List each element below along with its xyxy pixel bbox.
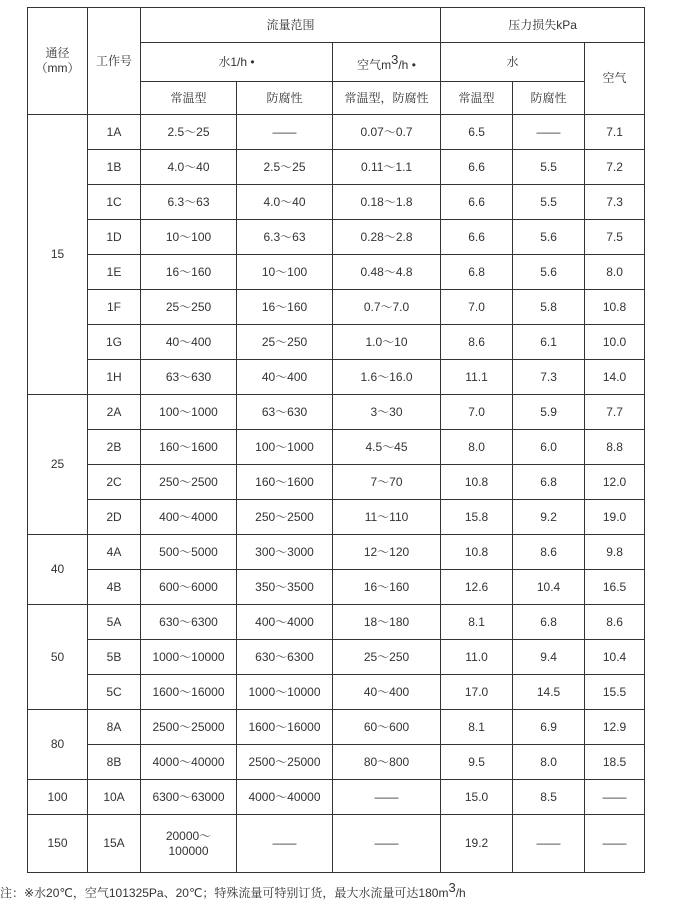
- work-no-cell: 8A: [88, 710, 141, 745]
- work-no-cell: 1H: [88, 360, 141, 395]
- air-flow-cell: 25～250: [333, 640, 441, 675]
- pl-water-anti-cell: 5.6: [513, 220, 585, 255]
- table-row: [28, 150, 645, 185]
- water-normal-cell: 1600～16000: [141, 675, 237, 710]
- table-row: [28, 535, 645, 570]
- pl-water-normal-cell: 8.1: [441, 605, 513, 640]
- water-anti-cell: 2.5～25: [237, 150, 333, 185]
- header-diameter-label: 通径: [45, 46, 70, 60]
- work-no-cell: 2A: [88, 395, 141, 430]
- pl-water-normal-cell: 15.0: [441, 780, 513, 815]
- water-anti-cell: 6.3～63: [237, 220, 333, 255]
- water-anti-cell: 4.0～40: [237, 185, 333, 220]
- pl-water-normal-cell: 12.6: [441, 570, 513, 605]
- pl-water-anti-cell: 9.2: [513, 500, 585, 535]
- pl-water-normal-cell: 7.0: [441, 290, 513, 325]
- header-pl-normal-temp: 常温型: [441, 82, 513, 115]
- water-anti-cell: 25～250: [237, 325, 333, 360]
- water-normal-cell: 600～6000: [141, 570, 237, 605]
- water-normal-cell: 1000～10000: [141, 640, 237, 675]
- pl-water-anti-cell: 7.3: [513, 360, 585, 395]
- pl-air-cell: 8.0: [585, 255, 645, 290]
- pl-water-anti-cell: 6.1: [513, 325, 585, 360]
- work-no-cell: 1G: [88, 325, 141, 360]
- water-normal-cell: 16～160: [141, 255, 237, 290]
- pl-air-cell: ——: [585, 815, 645, 873]
- pl-water-anti-cell: 5.6: [513, 255, 585, 290]
- pl-water-normal-cell: 6.5: [441, 115, 513, 150]
- water-normal-cell: 160～1600: [141, 430, 237, 465]
- pl-air-cell: 15.5: [585, 675, 645, 710]
- water-anti-cell: 250～2500: [237, 500, 333, 535]
- pl-water-normal-cell: 10.8: [441, 465, 513, 500]
- work-no-cell: 10A: [88, 780, 141, 815]
- work-no-cell: 2B: [88, 430, 141, 465]
- pl-water-normal-cell: 8.6: [441, 325, 513, 360]
- table-row: [28, 290, 645, 325]
- table-row: [28, 675, 645, 710]
- air-flow-cell: 0.28～2.8: [333, 220, 441, 255]
- work-no-cell: 8B: [88, 745, 141, 780]
- pl-air-cell: 7.5: [585, 220, 645, 255]
- table-row: [28, 255, 645, 290]
- air-flow-cell: 0.11～1.1: [333, 150, 441, 185]
- pl-water-anti-cell: 9.4: [513, 640, 585, 675]
- table-row: [28, 325, 645, 360]
- pl-water-anti-cell: 8.0: [513, 745, 585, 780]
- work-no-cell: 1E: [88, 255, 141, 290]
- table-row: [28, 745, 645, 780]
- diameter-cell: 100: [28, 780, 88, 815]
- work-no-cell: 4B: [88, 570, 141, 605]
- table-row: [28, 115, 645, 150]
- water-normal-cell: 250～2500: [141, 465, 237, 500]
- cell-line: 20000～: [165, 828, 212, 843]
- header-pressure-loss: 压力损失kPa: [441, 8, 645, 43]
- header-normal-anticorrosion: 常温型，防腐性: [333, 82, 441, 115]
- pl-air-cell: 7.3: [585, 185, 645, 220]
- table-row: [28, 570, 645, 605]
- table-row: [28, 780, 645, 815]
- air-flow-cell: 12～120: [333, 535, 441, 570]
- pl-water-normal-cell: 6.6: [441, 150, 513, 185]
- pl-water-anti-cell: 5.8: [513, 290, 585, 325]
- pl-water-normal-cell: 9.5: [441, 745, 513, 780]
- work-no-cell: 1A: [88, 115, 141, 150]
- water-anti-cell: 10～100: [237, 255, 333, 290]
- pl-air-cell: 7.1: [585, 115, 645, 150]
- pl-water-normal-cell: 6.8: [441, 255, 513, 290]
- work-no-cell: 1B: [88, 150, 141, 185]
- pl-water-anti-cell: 14.5: [513, 675, 585, 710]
- header-water: 水: [441, 43, 585, 82]
- air-flow-cell: 0.18～1.8: [333, 185, 441, 220]
- work-no-cell: 15A: [88, 815, 141, 873]
- table-row: [28, 220, 645, 255]
- pl-water-normal-cell: 17.0: [441, 675, 513, 710]
- water-normal-cell: 6.3～63: [141, 185, 237, 220]
- water-normal-cell: 6300～63000: [141, 780, 237, 815]
- pl-water-anti-cell: ——: [513, 815, 585, 873]
- air-flow-cell: 60～600: [333, 710, 441, 745]
- table-row: [28, 605, 645, 640]
- water-anti-cell: 160～1600: [237, 465, 333, 500]
- diameter-cell: 150: [28, 815, 88, 873]
- pl-water-normal-cell: 19.2: [441, 815, 513, 873]
- header-pl-anticorrosion: 防腐性: [513, 82, 585, 115]
- header-work-no: 工作号: [88, 8, 141, 115]
- water-normal-cell: 630～6300: [141, 605, 237, 640]
- footnote: 注：※水20℃，空气101325Pa、20℃；特殊流量可特别订货，最大水流量可达180m3/h: [0, 880, 466, 900]
- header-anticorrosion: 防腐性: [237, 82, 333, 115]
- water-normal-cell: 25～250: [141, 290, 237, 325]
- pl-water-anti-cell: 6.8: [513, 605, 585, 640]
- water-normal-cell: 4000～40000: [141, 745, 237, 780]
- air-flow-cell: 0.48～4.8: [333, 255, 441, 290]
- water-normal-cell: 100～1000: [141, 395, 237, 430]
- pl-air-cell: ——: [585, 780, 645, 815]
- pl-water-normal-cell: 11.0: [441, 640, 513, 675]
- header-diameter: [28, 8, 88, 115]
- pl-air-cell: 10.8: [585, 290, 645, 325]
- pl-water-anti-cell: 6.0: [513, 430, 585, 465]
- diameter-cell: 40: [28, 535, 88, 605]
- header-flow-range: 流量范围: [141, 8, 441, 43]
- table-row: [28, 395, 645, 430]
- cell-line: 100000: [168, 843, 209, 858]
- flow-spec-table: [27, 7, 645, 873]
- pl-water-normal-cell: 15.8: [441, 500, 513, 535]
- pl-air-cell: 8.8: [585, 430, 645, 465]
- pl-water-normal-cell: 11.1: [441, 360, 513, 395]
- work-no-cell: 1D: [88, 220, 141, 255]
- pl-air-cell: 19.0: [585, 500, 645, 535]
- header-water-flow-unit: 水1/h •: [141, 43, 333, 82]
- air-flow-cell: 1.6～16.0: [333, 360, 441, 395]
- table-row: [28, 185, 645, 220]
- water-normal-cell: 2.5～25: [141, 115, 237, 150]
- water-anti-cell: 300～3000: [237, 535, 333, 570]
- water-normal-cell: 2500～25000: [141, 710, 237, 745]
- work-no-cell: 5B: [88, 640, 141, 675]
- water-anti-cell: 2500～25000: [237, 745, 333, 780]
- pl-water-anti-cell: 5.5: [513, 150, 585, 185]
- air-flow-cell: 0.7～7.0: [333, 290, 441, 325]
- work-no-cell: 1C: [88, 185, 141, 220]
- work-no-cell: 1F: [88, 290, 141, 325]
- header-air: 空气: [585, 43, 645, 115]
- pl-air-cell: 7.7: [585, 395, 645, 430]
- pl-water-anti-cell: 8.6: [513, 535, 585, 570]
- table-row: [28, 430, 645, 465]
- water-anti-cell: 1000～10000: [237, 675, 333, 710]
- air-flow-cell: 18～180: [333, 605, 441, 640]
- air-flow-cell: ——: [333, 815, 441, 873]
- pl-water-anti-cell: ——: [513, 115, 585, 150]
- work-no-cell: 5C: [88, 675, 141, 710]
- pl-water-anti-cell: 6.8: [513, 465, 585, 500]
- water-normal-cell: 40～400: [141, 325, 237, 360]
- water-normal-cell: [141, 815, 237, 873]
- diameter-cell: 80: [28, 710, 88, 780]
- water-anti-cell: ——: [237, 115, 333, 150]
- pl-air-cell: 12.9: [585, 710, 645, 745]
- pl-air-cell: 10.0: [585, 325, 645, 360]
- table-row: [28, 500, 645, 535]
- water-anti-cell: 40～400: [237, 360, 333, 395]
- pl-air-cell: 10.4: [585, 640, 645, 675]
- air-flow-cell: 11～110: [333, 500, 441, 535]
- air-flow-cell: 16～160: [333, 570, 441, 605]
- header-normal-temp: 常温型: [141, 82, 237, 115]
- pl-air-cell: 8.6: [585, 605, 645, 640]
- pl-water-anti-cell: 5.9: [513, 395, 585, 430]
- air-flow-cell: 3～30: [333, 395, 441, 430]
- pl-water-anti-cell: 8.5: [513, 780, 585, 815]
- pl-water-normal-cell: 8.1: [441, 710, 513, 745]
- water-anti-cell: ——: [237, 815, 333, 873]
- pl-air-cell: 9.8: [585, 535, 645, 570]
- header-air-flow-unit: 空气m3/h •: [333, 43, 441, 82]
- water-normal-cell: 63～630: [141, 360, 237, 395]
- air-flow-cell: 7～70: [333, 465, 441, 500]
- pl-water-anti-cell: 6.9: [513, 710, 585, 745]
- work-no-cell: 2D: [88, 500, 141, 535]
- water-anti-cell: 4000～40000: [237, 780, 333, 815]
- water-anti-cell: 350～3500: [237, 570, 333, 605]
- pl-water-normal-cell: 10.8: [441, 535, 513, 570]
- header-diameter-unit: （mm）: [35, 61, 80, 75]
- pl-water-anti-cell: 10.4: [513, 570, 585, 605]
- air-flow-cell: 40～400: [333, 675, 441, 710]
- work-no-cell: 2C: [88, 465, 141, 500]
- air-flow-cell: 4.5～45: [333, 430, 441, 465]
- water-normal-cell: 400～4000: [141, 500, 237, 535]
- pl-air-cell: 12.0: [585, 465, 645, 500]
- table-row: [28, 815, 645, 873]
- work-no-cell: 5A: [88, 605, 141, 640]
- pl-air-cell: 16.5: [585, 570, 645, 605]
- pl-water-normal-cell: 6.6: [441, 220, 513, 255]
- work-no-cell: 4A: [88, 535, 141, 570]
- water-normal-cell: 500～5000: [141, 535, 237, 570]
- table-row: [28, 710, 645, 745]
- air-flow-cell: 1.0～10: [333, 325, 441, 360]
- water-anti-cell: 16～160: [237, 290, 333, 325]
- air-flow-cell: 0.07～0.7: [333, 115, 441, 150]
- water-normal-cell: 4.0～40: [141, 150, 237, 185]
- water-anti-cell: 1600～16000: [237, 710, 333, 745]
- water-anti-cell: 100～1000: [237, 430, 333, 465]
- air-flow-cell: 80～800: [333, 745, 441, 780]
- pl-air-cell: 18.5: [585, 745, 645, 780]
- table-row: [28, 360, 645, 395]
- pl-water-normal-cell: 8.0: [441, 430, 513, 465]
- table-row: [28, 465, 645, 500]
- water-anti-cell: 400～4000: [237, 605, 333, 640]
- table-row: [28, 640, 645, 675]
- pl-water-anti-cell: 5.5: [513, 185, 585, 220]
- pl-water-normal-cell: 7.0: [441, 395, 513, 430]
- pl-air-cell: 7.2: [585, 150, 645, 185]
- water-anti-cell: 630～6300: [237, 640, 333, 675]
- pl-air-cell: 14.0: [585, 360, 645, 395]
- air-flow-cell: ——: [333, 780, 441, 815]
- diameter-cell: 25: [28, 395, 88, 535]
- water-normal-cell: 10～100: [141, 220, 237, 255]
- diameter-cell: 50: [28, 605, 88, 710]
- pl-water-normal-cell: 6.6: [441, 185, 513, 220]
- diameter-cell: 15: [28, 115, 88, 395]
- water-anti-cell: 63～630: [237, 395, 333, 430]
